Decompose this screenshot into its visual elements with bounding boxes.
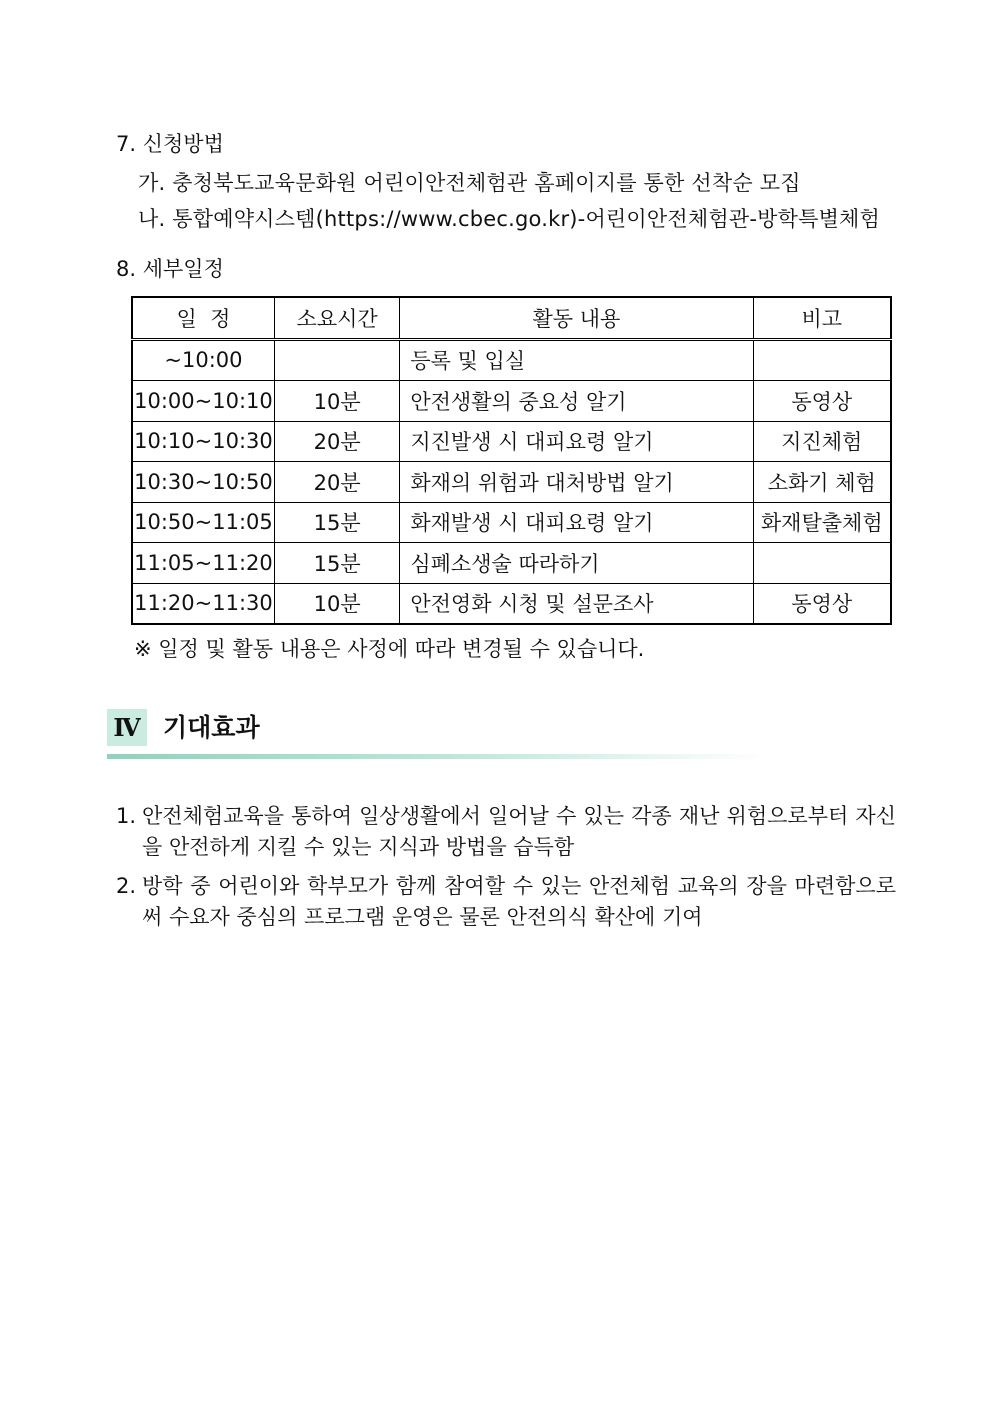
cell-time: 10:10~10:30 [132,421,274,462]
section-7-title: 7. 신청방법 [116,132,224,156]
cell-remarks: 동영상 [753,583,891,624]
section-numeral-badge [107,709,147,746]
heading-underline [107,754,767,759]
cell-duration: 20분 [274,462,399,503]
cell-activity: 화재의 위험과 대처방법 알기 [400,462,753,503]
cell-time: 10:30~10:50 [132,462,274,503]
table-row [132,421,891,462]
header-duration: 소요시간 [274,297,399,339]
cell-activity: 심폐소생술 따라하기 [400,543,753,584]
table-row [132,543,891,584]
section-8-title: 8. 세부일정 [116,257,224,281]
cell-remarks: 화재탈출체험 [753,502,891,543]
cell-time: 10:50~11:05 [132,502,274,543]
cell-activity: 지진발생 시 대피요령 알기 [400,421,753,462]
schedule-note: ※ 일정 및 활동 내용은 사정에 따라 변경될 수 있습니다. [134,637,645,661]
cell-time: 11:05~11:20 [132,543,274,584]
effect-item-2 [116,871,896,933]
cell-duration [274,339,399,381]
cell-activity: 등록 및 입실 [400,339,753,381]
effect-item-text: 안전체험교육을 통하여 일상생활에서 일어날 수 있는 각종 재난 위험으로부터 자신을 안전하게 지킬 수 있는 지식과 방법을 습득함 [142,804,896,859]
header-schedule: 일 정 [132,297,274,339]
cell-time: 11:20~11:30 [132,583,274,624]
table-row [132,502,891,543]
table-row [132,339,891,381]
cell-duration: 10분 [274,583,399,624]
cell-activity: 화재발생 시 대피요령 알기 [400,502,753,543]
cell-duration: 15분 [274,543,399,584]
cell-activity: 안전생활의 중요성 알기 [400,381,753,422]
cell-duration: 10분 [274,381,399,422]
apply-method-item-1: 가. 충청북도교육문화원 어린이안전체험관 홈페이지를 통한 선착순 모집 [138,171,801,195]
table-row [132,381,891,422]
section-numeral: Ⅳ [113,713,141,742]
cell-remarks: 소화기 체험 [753,462,891,503]
cell-remarks: 지진체험 [753,421,891,462]
table-row [132,462,891,503]
cell-remarks: 동영상 [753,381,891,422]
cell-time: 10:00~10:10 [132,381,274,422]
cell-remarks [753,543,891,584]
header-activity: 활동 내용 [400,297,753,339]
section-4-heading: 기대효과 [163,713,260,742]
apply-method-item-2: 나. 통합예약시스템(https://www.cbec.go.kr)-어린이안전체험관-방학특별체험 [138,207,881,231]
cell-remarks [753,339,891,381]
effect-item-number: 2. [116,874,137,898]
table-header-row [132,297,891,339]
effect-item-number: 1. [116,804,137,828]
cell-time: ~10:00 [132,339,274,381]
effect-item-1 [116,801,896,863]
schedule-table [131,296,892,625]
cell-duration: 15분 [274,502,399,543]
cell-activity: 안전영화 시청 및 설문조사 [400,583,753,624]
cell-duration: 20분 [274,421,399,462]
table-row [132,583,891,624]
header-remarks: 비고 [753,297,891,339]
effect-item-text: 방학 중 어린이와 학부모가 함께 참여할 수 있는 안전체험 교육의 장을 마련함으로써 수요자 중심의 프로그램 운영은 물론 안전의식 확산에 기여 [142,874,896,929]
